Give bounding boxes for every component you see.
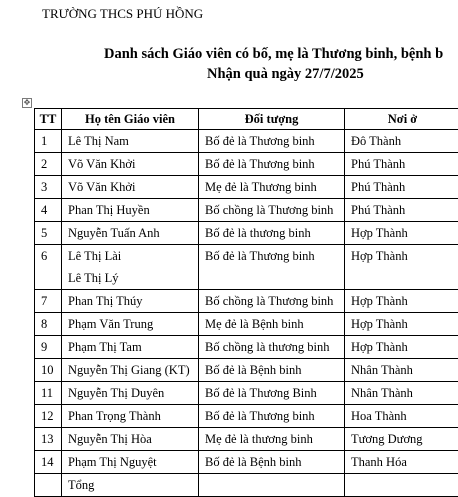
- cell-tt[interactable]: 2: [35, 153, 62, 176]
- cell-name[interactable]: [62, 290, 199, 313]
- document-title: Danh sách Giáo viên có bố, mẹ là Thương binh, bệnh b: [104, 46, 443, 63]
- teacher-name: Nguyễn Thị Hòa: [68, 428, 198, 450]
- teacher-name: Phạm Thị Nguyệt: [68, 451, 198, 473]
- cell-doi-tuong[interactable]: Bố đẻ là Thương binh: [199, 405, 345, 428]
- cell-doi-tuong[interactable]: Bố chồng là thương binh: [199, 336, 345, 359]
- teacher-name: Nguyễn Thị Giang (KT): [68, 359, 198, 381]
- cell-noi-o[interactable]: Phú Thành: [345, 153, 458, 176]
- cell-name[interactable]: [62, 451, 199, 474]
- cell-doi-tuong[interactable]: Bố chồng là Thương binh: [199, 199, 345, 222]
- cell-tt[interactable]: 3: [35, 176, 62, 199]
- cell-noi-o[interactable]: Hợp Thành: [345, 245, 458, 290]
- cell-tt[interactable]: 14: [35, 451, 62, 474]
- cell-noi-o[interactable]: Thanh Hóa: [345, 451, 458, 474]
- cell-name[interactable]: [62, 428, 199, 451]
- table-row: [35, 222, 458, 245]
- teacher-name: Võ Văn Khởi: [68, 176, 198, 198]
- school-name: TRƯỜNG THCS PHÚ HỒNG: [42, 6, 203, 22]
- teacher-name: Lê Thị Lài: [68, 245, 198, 267]
- cell-tt[interactable]: 6: [35, 245, 62, 290]
- cell-name[interactable]: [62, 359, 199, 382]
- cell-name[interactable]: [62, 405, 199, 428]
- cell-doi-tuong[interactable]: Bố đẻ là Thương binh: [199, 245, 345, 290]
- cell-name[interactable]: [62, 336, 199, 359]
- teacher-name: Nguyễn Thị Duyên: [68, 382, 198, 404]
- cell-noi-o[interactable]: Đô Thành: [345, 130, 458, 153]
- cell-name[interactable]: [62, 130, 199, 153]
- table-row: [35, 428, 458, 451]
- column-header-doi-tuong: Đối tượng: [199, 109, 345, 130]
- cell-noi-o[interactable]: Hợp Thành: [345, 290, 458, 313]
- teacher-name: Phạm Văn Trung: [68, 313, 198, 335]
- table-row: [35, 359, 458, 382]
- teacher-name: Phan Trọng Thành: [68, 405, 198, 427]
- cell-noi-o[interactable]: Tương Dương: [345, 428, 458, 451]
- cell-name[interactable]: [62, 313, 199, 336]
- cell-tt[interactable]: 13: [35, 428, 62, 451]
- cell-noi-o[interactable]: Nhân Thành: [345, 382, 458, 405]
- table-row: [35, 382, 458, 405]
- table-row: [35, 451, 458, 474]
- table-total-row: [35, 474, 458, 497]
- teacher-name: Lê Thị Nam: [68, 130, 198, 152]
- cell-doi-tuong[interactable]: Bố chồng là Thương binh: [199, 290, 345, 313]
- table-row: [35, 336, 458, 359]
- cell-name[interactable]: [62, 222, 199, 245]
- document-subtitle: Nhận quà ngày 27/7/2025: [207, 66, 364, 83]
- cell-doi-tuong[interactable]: [199, 474, 345, 497]
- cell-doi-tuong[interactable]: Mẹ đẻ là Bệnh binh: [199, 313, 345, 336]
- cell-tt[interactable]: [35, 474, 62, 497]
- column-header-name: Họ tên Giáo viên: [62, 109, 199, 130]
- table-body: [35, 130, 458, 497]
- cell-noi-o[interactable]: Phú Thành: [345, 176, 458, 199]
- cell-doi-tuong[interactable]: Bố đẻ là Thương binh: [199, 130, 345, 153]
- teacher-name: Phan Thị Huyền: [68, 199, 198, 221]
- teacher-name: Phan Thị Thúy: [68, 290, 198, 312]
- cell-doi-tuong[interactable]: Mẹ đẻ là thương binh: [199, 428, 345, 451]
- table-row: [35, 130, 458, 153]
- cell-tt[interactable]: 5: [35, 222, 62, 245]
- table-row: [35, 313, 458, 336]
- cell-noi-o[interactable]: Hợp Thành: [345, 313, 458, 336]
- teacher-table: [34, 108, 458, 497]
- cell-doi-tuong[interactable]: Bố đẻ là Thương binh: [199, 153, 345, 176]
- cell-noi-o[interactable]: [345, 474, 458, 497]
- table-row: [35, 153, 458, 176]
- table-move-handle-icon[interactable]: ✥: [22, 98, 32, 108]
- table-row: [35, 290, 458, 313]
- table-row: [35, 405, 458, 428]
- cell-name[interactable]: [62, 245, 199, 290]
- cell-noi-o[interactable]: Hoa Thành: [345, 405, 458, 428]
- cell-tt[interactable]: 11: [35, 382, 62, 405]
- cell-doi-tuong[interactable]: Bố đẻ là thương binh: [199, 222, 345, 245]
- teacher-name: Phạm Thị Tam: [68, 336, 198, 358]
- teacher-name: Nguyễn Tuấn Anh: [68, 222, 198, 244]
- cell-total-label[interactable]: Tổng: [62, 474, 199, 497]
- column-header-tt: TT: [35, 109, 62, 130]
- cell-tt[interactable]: 9: [35, 336, 62, 359]
- cell-tt[interactable]: 8: [35, 313, 62, 336]
- cell-noi-o[interactable]: Hợp Thành: [345, 222, 458, 245]
- cell-noi-o[interactable]: Hợp Thành: [345, 336, 458, 359]
- teacher-name-second: Lê Thị Lý: [68, 267, 198, 289]
- cell-noi-o[interactable]: Nhân Thành: [345, 359, 458, 382]
- table-row: [35, 176, 458, 199]
- cell-tt[interactable]: 12: [35, 405, 62, 428]
- cell-doi-tuong[interactable]: Mẹ đẻ là Thương binh: [199, 176, 345, 199]
- cell-name[interactable]: [62, 153, 199, 176]
- cell-tt[interactable]: 10: [35, 359, 62, 382]
- cell-tt[interactable]: 1: [35, 130, 62, 153]
- cell-name[interactable]: [62, 176, 199, 199]
- cell-name[interactable]: [62, 382, 199, 405]
- cell-tt[interactable]: 7: [35, 290, 62, 313]
- cell-tt[interactable]: 4: [35, 199, 62, 222]
- cell-doi-tuong[interactable]: Bố đẻ là Bệnh binh: [199, 451, 345, 474]
- teacher-name: Võ Văn Khởi: [68, 153, 198, 175]
- table-row: [35, 245, 458, 290]
- cell-name[interactable]: [62, 199, 199, 222]
- column-header-noi-o: Nơi ở: [345, 109, 458, 130]
- cell-noi-o[interactable]: Phú Thành: [345, 199, 458, 222]
- cell-doi-tuong[interactable]: Bố đẻ là Bệnh binh: [199, 359, 345, 382]
- cell-doi-tuong[interactable]: Bố đẻ là Thương Binh: [199, 382, 345, 405]
- table-header-row: [35, 109, 458, 130]
- table-row: [35, 199, 458, 222]
